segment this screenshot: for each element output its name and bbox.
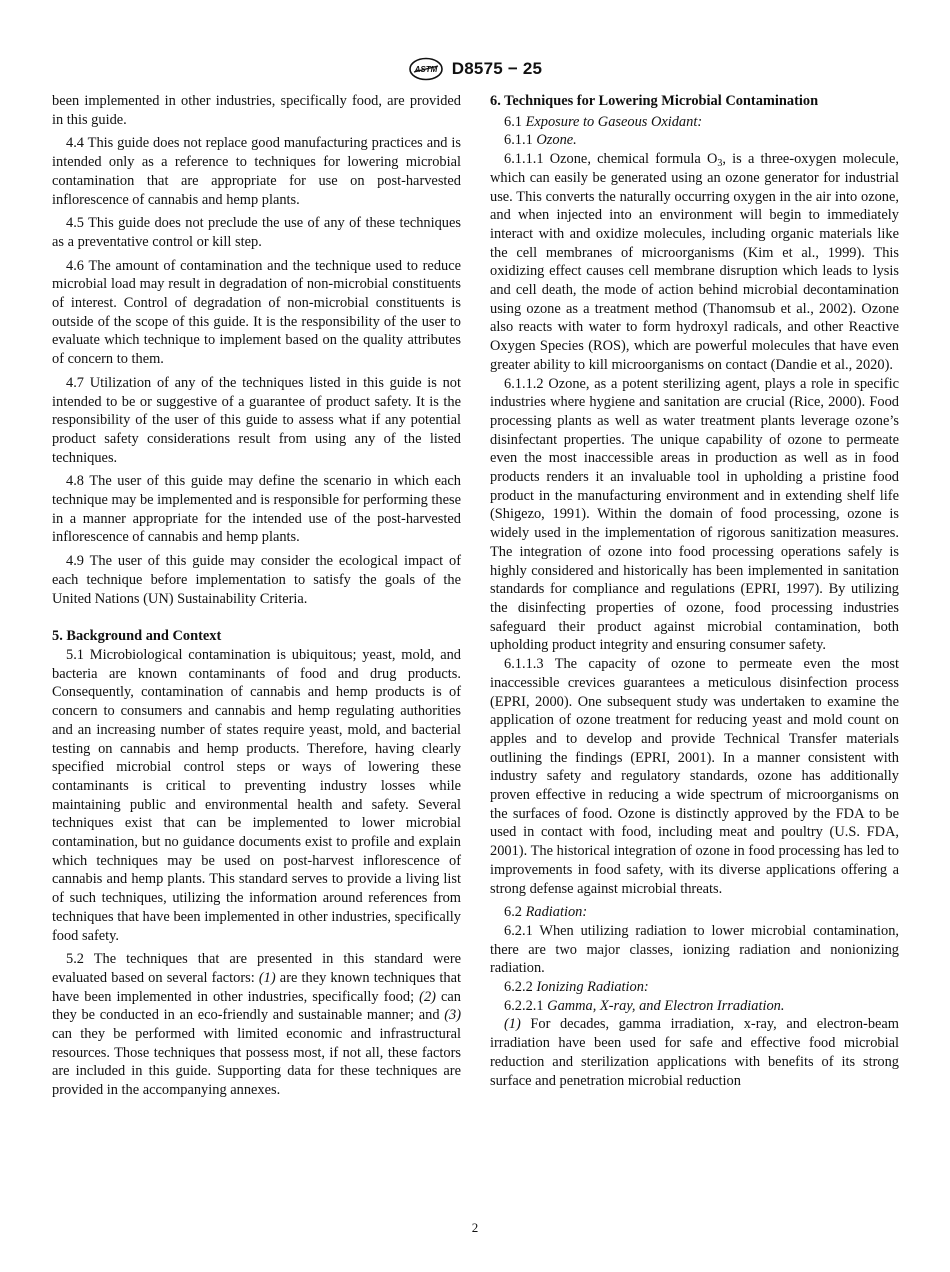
paragraph-6-1-1-1: 6.1.1.1 Ozone, chemical formula $O_3$, is a three-oxygen molecule, which can easily be generated using an ozone generator for industrial use. This converts the naturally occurring oxygen in the air into ozone, and when injected into an environment will begin to immediately interact with and oxidize molecules, including organic materials like the cell membranes of microorganisms (Kim et al., 1999). This oxidizing effect causes cell membrane disruption which leads to lysis and cell death, the mode of action behind microbial decontamination using ozone as a treatment method (Thanomsub et al., 2002). Ozone also reacts with water to form hydroxyl radicals, and other Reactive Oxygen Species (ROS), which are powerful molecules that have even greater ability to kill microorganisms on contact (Dandie et al., 2020). (490, 151, 899, 373)
page-number: 2 (471, 1220, 479, 1235)
paragraph-4-8: 4.8 The user of this guide may define the scenario in which each technique may be implemented and is responsible for performing these in a manner appropriate for the intended use of the post-harvested inflorescence of cannabis and hemp plants. (52, 473, 461, 546)
paragraph-5-1: 5.1 Microbiological contamination is ubiquitous; yeast, mold, and bacteria are known contaminants of food and drug products. Consequently, contamination of cannabis and hemp products is of concern to consumers and cannabis and hemp regulating authorities and an increasing number of states require yeast, mold, and bacterial testing on cannabis and hemp products. Therefore, having clearly specified microbial control steps or ways of lowering these contaminants is critical to preventing industry losses while maintaining public and environmental health and safety. Several techniques exist that can be implemented to lower microbial contamination, but no guidance documents exist to profile and explain which techniques may be used on post-harvest inflorescence of cannabis and hemp plants. This standard serves to provide a living list of such techniques, utilizing the information around references from techniques that have been implemented in other industries, specifically food safety. (52, 646, 461, 944)
right-column (490, 92, 899, 1090)
paragraph-4-6: 4.6 The amount of contamination and the technique used to reduce microbial load may result in degradation of non-microbial constituents of interest. Control of degradation of non-microbial constituents is outside of the scope of this guide. It is the responsibility of the user to evaluate which technique to implement based on the quality attributes of concern to them. (52, 257, 461, 368)
document-designation: D8575 − 25 (451, 59, 543, 78)
subsection-6-2-2-1: 6.2.2.1 Gamma, X-ray, and Electron Irradiation. (504, 997, 785, 1014)
paragraph-6-2-2-1-1: (1) For decades, gamma irradiation, x-ray, and electron-beam irradiation have been used for safe and effective food microbial reduction and sterilization applications with benefits of its strong surface and penetration microbial reduction (490, 1016, 899, 1089)
section-heading-5: 5. Background and Context (52, 628, 222, 645)
paragraph-4-4: 4.4 This guide does not replace good manufacturing practices and is intended only as a reference to techniques for lowering microbial contamination that are appropriate for use on post-harvested inflorescence of cannabis and hemp plants. (52, 135, 461, 208)
paragraph-4-7: 4.7 Utilization of any of the techniques listed in this guide is not intended to be or suggestive of a guarantee of product safety. It is the responsibility of the user of this guide to assess what if any potential product safety considerations result from using any of the listed techniques. (52, 374, 461, 466)
paragraph-6-1-1-2: 6.1.1.2 Ozone, as a potent sterilizing agent, plays a role in specific industries where hygiene and sanitation are crucial (Rice, 2000). Food processing plants as well as water treatment plants leverage ozone’s disinfectant properties. The unique capability of ozone to permeate even the most inaccessible areas in production as well as in food products renders it an invaluable tool in upholding a pristine food product in the manufacturing environment and in extending shelf life (Shigezo, 1991). Within the domain of food processing, ozone is widely used in the implementation of rigorous sanitization measures. The integration of ozone into food processing operations safely is highly considered and historically has been implemented in sanitation standards for compliance and regulations (EPRI, 1997). By utilizing the disinfecting properties of ozone, food processing industries safeguard their product against microbial contamination, both upholding product integrity and ensuring consumer safety. (490, 375, 899, 654)
astm-logo-icon (408, 57, 444, 81)
astm-logo-text: ASTM (414, 65, 438, 74)
paragraph-6-1-1-3: 6.1.1.3 The capacity of ozone to permeate even the most inaccessible crevices guarantees a meticulous disinfection process (EPRI, 2000). One subsequent study was undertaken to examine the application of ozone treatment for reducing yeast and mold count on apples and to develop and provide Technical Transfer materials outlining the findings (EPRI, 2001). In a manner consistent with industry safety and regulatory standards, ozone has additionally proven effective in reducing a wide spectrum of microorganisms on the surfaces of food. Ozone is distinctly approved by the FDA to be used in contact with food, including meat and poultry (U.S. FDA, 2001). The historical integration of ozone in food processing has led to improvements in food safety, with its diverse applications offering a strong defense against microbial threats. (490, 656, 899, 897)
paragraph-4-9: 4.9 The user of this guide may consider the ecological impact of each technique before implementation to satisfy the goals of the United Nations (UN) Sustainability Criteria. (52, 553, 461, 607)
subsection-6-1: 6.1 Exposure to Gaseous Oxidant: (504, 113, 703, 130)
subsection-6-2: 6.2 Radiation: (504, 904, 588, 921)
paragraph-continuation: been implemented in other industries, specifically food, are provided in this guide. (52, 93, 461, 128)
paragraph-4-5: 4.5 This guide does not preclude the use of any of these techniques as a preventative control or kill step. (52, 215, 461, 250)
subsection-6-1-1: 6.1.1 Ozone. (504, 132, 577, 149)
left-column (52, 92, 461, 1100)
section-heading-6: 6. Techniques for Lowering Microbial Contamination (490, 93, 819, 109)
subsection-6-2-2: 6.2.2 Ionizing Radiation: (504, 979, 649, 996)
paragraph-5-2: 5.2 The techniques that are presented in this standard were evaluated based on several factors: (1) are they known techniques that have been implemented in other industries, specifically food; (2) can they be conducted in an eco-friendly and sustainable manner; and (3) can they be performed with limited economic and infrastructural resources. Those techniques that possess most, if not all, these factors are included in this guide. Supporting data for these techniques are provided in the accompanying annexes. (52, 951, 461, 1099)
page-header (0, 56, 950, 82)
paragraph-6-2-1: 6.2.1 When utilizing radiation to lower microbial contamination, there are two major classes, ionizing radiation and nonionizing radiation. (490, 922, 899, 977)
